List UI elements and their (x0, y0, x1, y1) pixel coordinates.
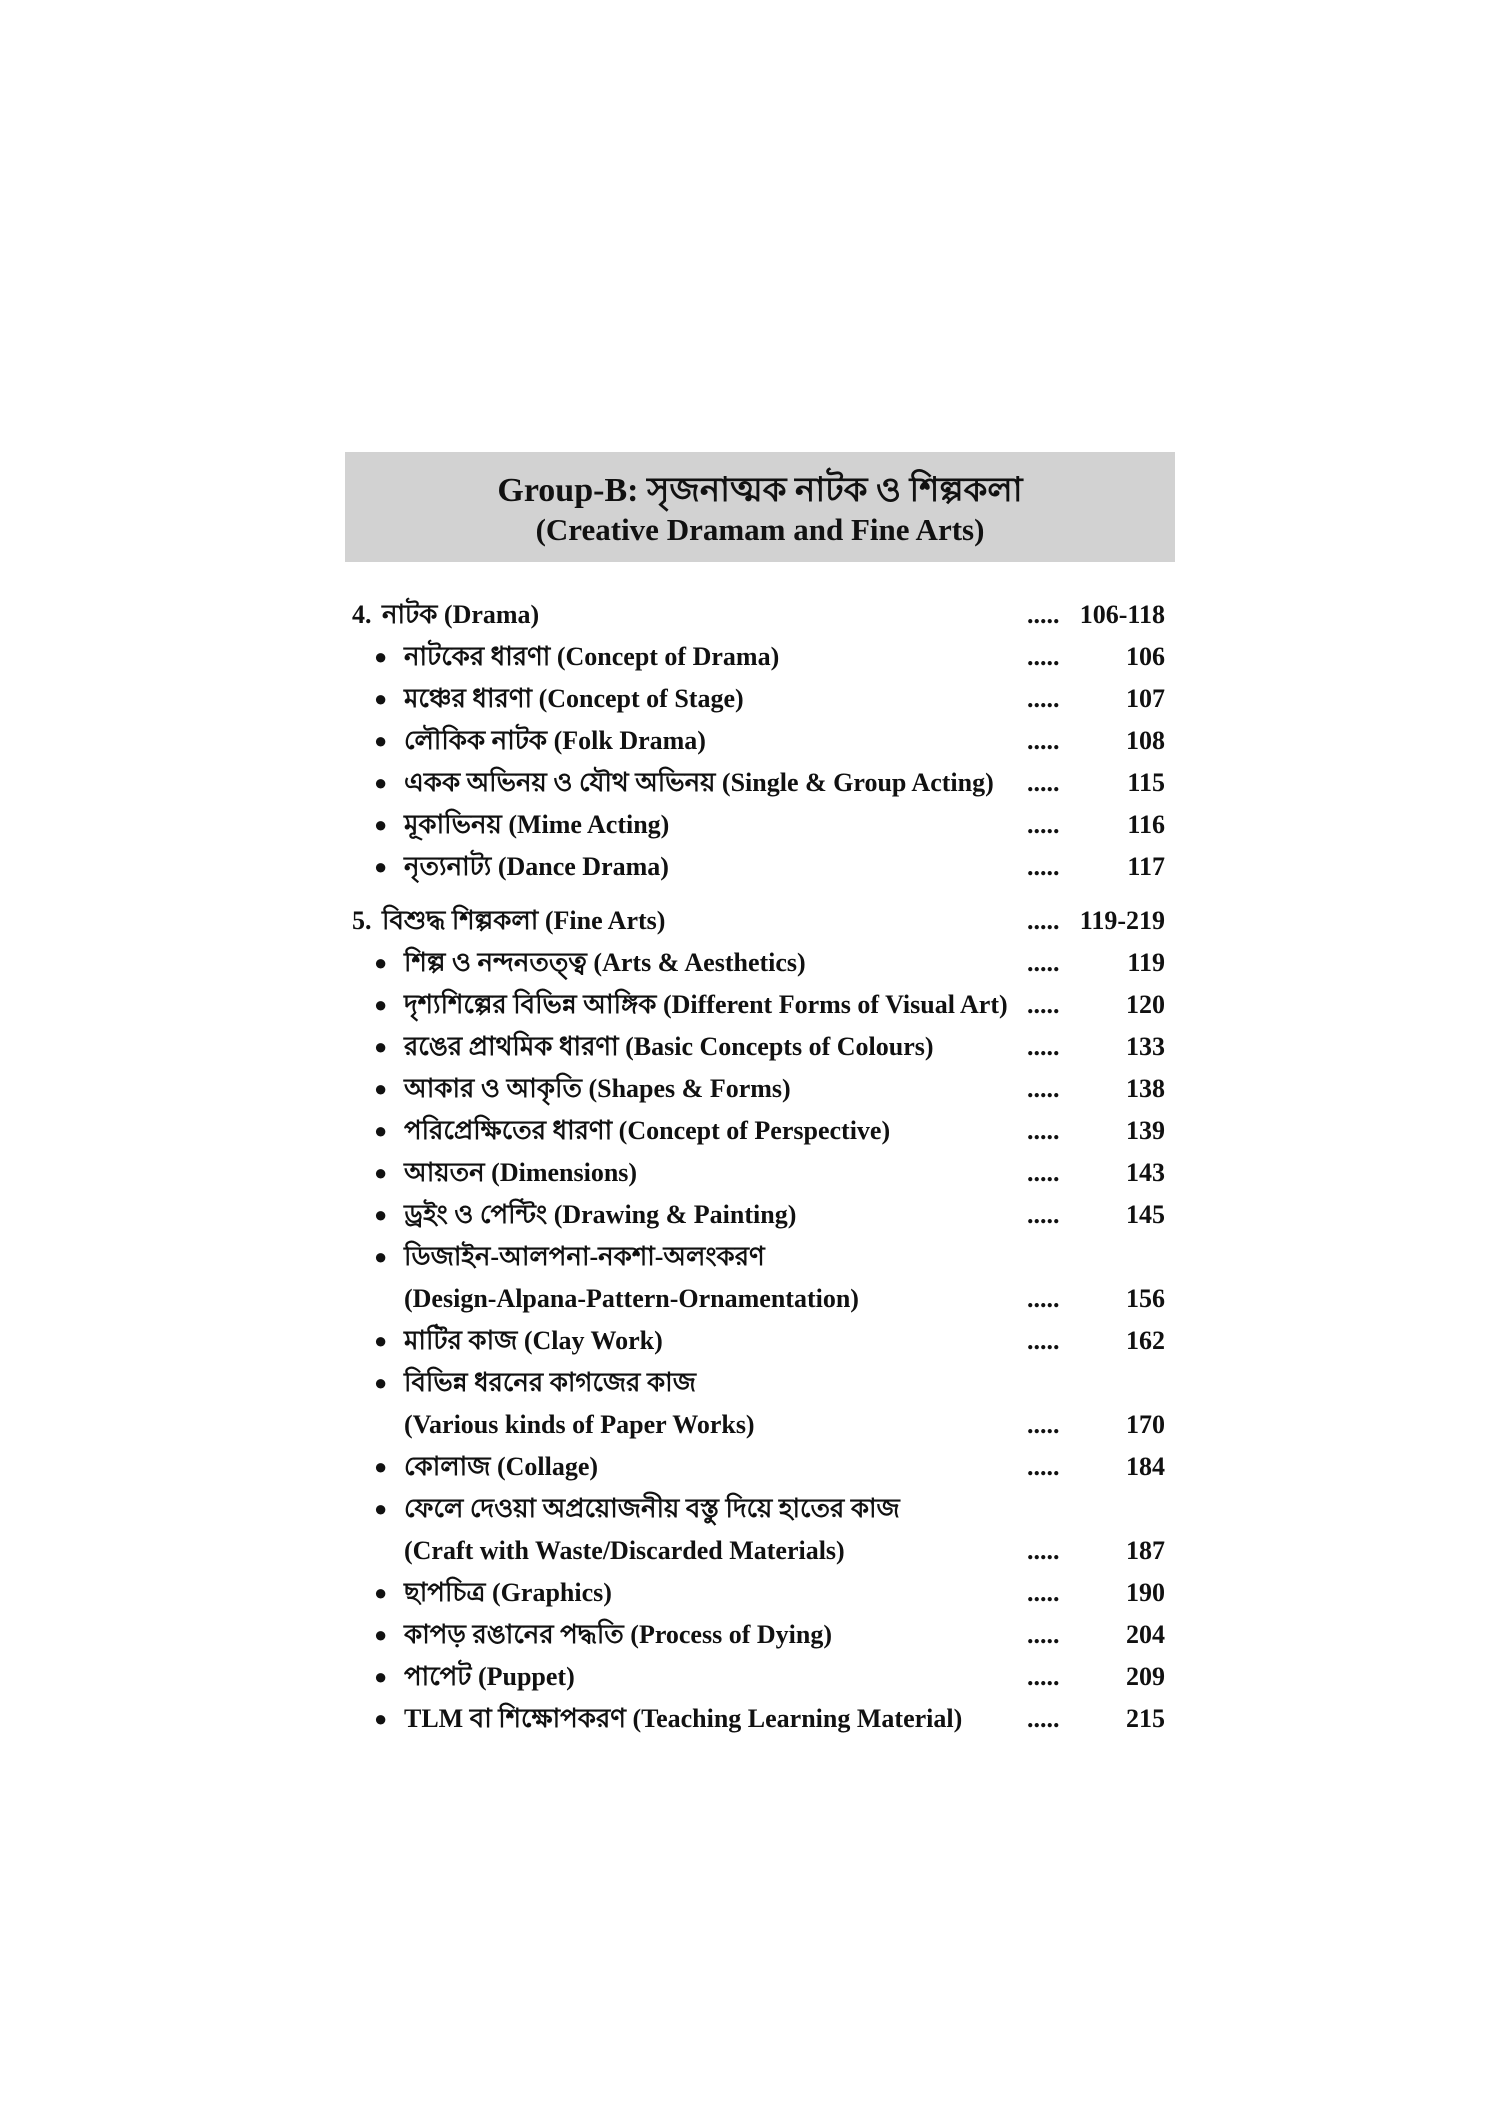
page-number: 162 (1126, 1326, 1165, 1355)
bullet-icon: ● (374, 812, 388, 837)
leader-dots: ..... (1027, 852, 1060, 881)
entry-title: নৃত্যনাট্য (Dance Drama) (404, 852, 669, 881)
toc-entry (352, 1614, 1167, 1656)
entry-title: নাটক (Drama) (382, 600, 540, 629)
group-header (345, 452, 1175, 562)
bullet-icon: ● (374, 1454, 388, 1479)
page-number: 145 (1126, 1200, 1165, 1229)
page-number: 106 (1126, 642, 1165, 671)
toc-entry (352, 1488, 1167, 1530)
bullet-icon: ● (374, 854, 388, 879)
toc-entry (352, 1320, 1167, 1362)
bullet-icon: ● (374, 770, 388, 795)
leader-dots: ..... (1027, 1410, 1060, 1439)
leader-dots: ..... (1027, 684, 1060, 713)
page-number: 106-118 (1079, 600, 1165, 629)
leader-dots: ..... (1027, 726, 1060, 755)
page-number: 119 (1127, 948, 1165, 977)
group-subtitle: (Creative Dramam and Fine Arts) (535, 512, 985, 547)
bullet-icon: ● (374, 1328, 388, 1353)
bullet-icon: ● (374, 1664, 388, 1689)
entry-title: একক অভিনয় ও যৌথ অভিনয় (Single & Group Acting) (404, 768, 994, 797)
bullet-icon: ● (374, 1496, 388, 1521)
toc-entry (352, 1656, 1167, 1698)
entry-title: ডিজাইন-আলপনা-নকশা-অলংকরণ (404, 1242, 765, 1271)
page-number: 187 (1126, 1536, 1165, 1565)
entry-title: মূকাভিনয় (Mime Acting) (404, 810, 670, 839)
leader-dots: ..... (1027, 1158, 1060, 1187)
toc-entry (352, 1026, 1167, 1068)
page-number: 138 (1126, 1074, 1165, 1103)
leader-dots: ..... (1027, 990, 1060, 1019)
page-number: 116 (1127, 810, 1165, 839)
toc-entry (352, 846, 1167, 888)
toc-entry (352, 1362, 1167, 1404)
page-number: 120 (1126, 990, 1165, 1019)
toc-section (352, 900, 1167, 942)
bullet-icon: ● (374, 1202, 388, 1227)
entry-title: TLM বা শিক্ষোপকরণ (Teaching Learning Material) (404, 1704, 963, 1733)
entry-title: ফেলে দেওয়া অপ্রয়োজনীয় বস্তু দিয়ে হাতের কাজ (404, 1494, 900, 1523)
entry-title: কোলাজ (Collage) (404, 1452, 599, 1481)
toc-entry (352, 984, 1167, 1026)
entry-title: আকার ও আকৃতি (Shapes & Forms) (404, 1074, 791, 1103)
page-number: 143 (1126, 1158, 1165, 1187)
table-of-contents (352, 594, 1167, 1740)
toc-entry (352, 1530, 1167, 1572)
toc-entry (352, 762, 1167, 804)
leader-dots: ..... (1027, 1536, 1060, 1565)
entry-title: মাটির কাজ (Clay Work) (404, 1326, 663, 1355)
leader-dots: ..... (1027, 1578, 1060, 1607)
section-number: 4. (352, 600, 372, 629)
toc-entry (352, 804, 1167, 846)
leader-dots: ..... (1027, 1200, 1060, 1229)
leader-dots: ..... (1027, 1620, 1060, 1649)
leader-dots: ..... (1027, 642, 1060, 671)
toc-entry (352, 1698, 1167, 1740)
entry-title: ছাপচিত্র (Graphics) (404, 1578, 612, 1607)
toc-entry (352, 1068, 1167, 1110)
leader-dots: ..... (1027, 906, 1060, 935)
page-number: 215 (1126, 1704, 1165, 1733)
bullet-icon: ● (374, 644, 388, 669)
toc-entry (352, 942, 1167, 984)
toc-entry (352, 1278, 1167, 1320)
bullet-icon: ● (374, 1076, 388, 1101)
toc-entry (352, 1446, 1167, 1488)
toc-entry (352, 1152, 1167, 1194)
page-number: 133 (1126, 1032, 1165, 1061)
leader-dots: ..... (1027, 600, 1060, 629)
bullet-icon: ● (374, 992, 388, 1017)
bullet-icon: ● (374, 728, 388, 753)
leader-dots: ..... (1027, 1116, 1060, 1145)
entry-title: (Craft with Waste/Discarded Materials) (404, 1536, 845, 1565)
leader-dots: ..... (1027, 1704, 1060, 1733)
entry-title: বিভিন্ন ধরনের কাগজের কাজ (404, 1368, 696, 1397)
toc-section (352, 594, 1167, 636)
entry-title: কাপড় রঙানের পদ্ধতি (Process of Dying) (404, 1620, 832, 1649)
bullet-icon: ● (374, 1622, 388, 1647)
page-number: 170 (1126, 1410, 1165, 1439)
leader-dots: ..... (1027, 1452, 1060, 1481)
page-number: 190 (1126, 1578, 1165, 1607)
toc-entry (352, 1572, 1167, 1614)
bullet-icon: ● (374, 1118, 388, 1143)
group-title: Group-B: সৃজনাত্মক নাটক ও শিল্পকলা (497, 472, 1023, 509)
leader-dots: ..... (1027, 948, 1060, 977)
page-number: 184 (1126, 1452, 1165, 1481)
page-number: 139 (1126, 1116, 1165, 1145)
page-number: 108 (1126, 726, 1165, 755)
page-number: 204 (1126, 1620, 1165, 1649)
bullet-icon: ● (374, 686, 388, 711)
toc-entry (352, 1110, 1167, 1152)
bullet-icon: ● (374, 1160, 388, 1185)
bullet-icon: ● (374, 1034, 388, 1059)
page-number: 117 (1127, 852, 1165, 881)
entry-title: লৌকিক নাটক (Folk Drama) (404, 726, 706, 755)
toc-entry (352, 1194, 1167, 1236)
entry-title: দৃশ্যশিল্পের বিভিন্ন আঙ্গিক (Different Forms of Visual Art) (404, 990, 1008, 1019)
entry-title: পরিপ্রেক্ষিতের ধারণা (Concept of Perspective) (404, 1116, 891, 1145)
entry-title: পাপেট (Puppet) (404, 1662, 575, 1691)
toc-entry (352, 1404, 1167, 1446)
entry-title: আয়তন (Dimensions) (404, 1158, 638, 1187)
entry-title: রঙের প্রাথমিক ধারণা (Basic Concepts of Colours) (404, 1032, 934, 1061)
toc-entry (352, 720, 1167, 762)
bullet-icon: ● (374, 1244, 388, 1269)
page-number: 156 (1126, 1284, 1165, 1313)
entry-title: বিশুদ্ধ শিল্পকলা (Fine Arts) (382, 906, 666, 935)
toc-entry (352, 636, 1167, 678)
leader-dots: ..... (1027, 1032, 1060, 1061)
toc-entry (352, 1236, 1167, 1278)
leader-dots: ..... (1027, 810, 1060, 839)
toc-entry (352, 678, 1167, 720)
bullet-icon: ● (374, 1580, 388, 1605)
bullet-icon: ● (374, 1370, 388, 1395)
page-number: 209 (1126, 1662, 1165, 1691)
leader-dots: ..... (1027, 1074, 1060, 1103)
entry-title: মঞ্চের ধারণা (Concept of Stage) (404, 684, 744, 713)
page-number: 115 (1127, 768, 1165, 797)
bullet-icon: ● (374, 1706, 388, 1731)
entry-title: ড্রইং ও পেন্টিং (Drawing & Painting) (404, 1200, 797, 1229)
entry-title: (Various kinds of Paper Works) (404, 1410, 755, 1439)
entry-title: (Design-Alpana-Pattern-Ornamentation) (404, 1284, 859, 1313)
leader-dots: ..... (1027, 768, 1060, 797)
page-number: 107 (1126, 684, 1165, 713)
leader-dots: ..... (1027, 1284, 1060, 1313)
entry-title: শিল্প ও নন্দনতত্ত্ব (Arts & Aesthetics) (404, 948, 806, 977)
page-number: 119-219 (1079, 906, 1165, 935)
section-number: 5. (352, 906, 372, 935)
entry-title: নাটকের ধারণা (Concept of Drama) (404, 642, 780, 671)
bullet-icon: ● (374, 950, 388, 975)
leader-dots: ..... (1027, 1326, 1060, 1355)
leader-dots: ..... (1027, 1662, 1060, 1691)
